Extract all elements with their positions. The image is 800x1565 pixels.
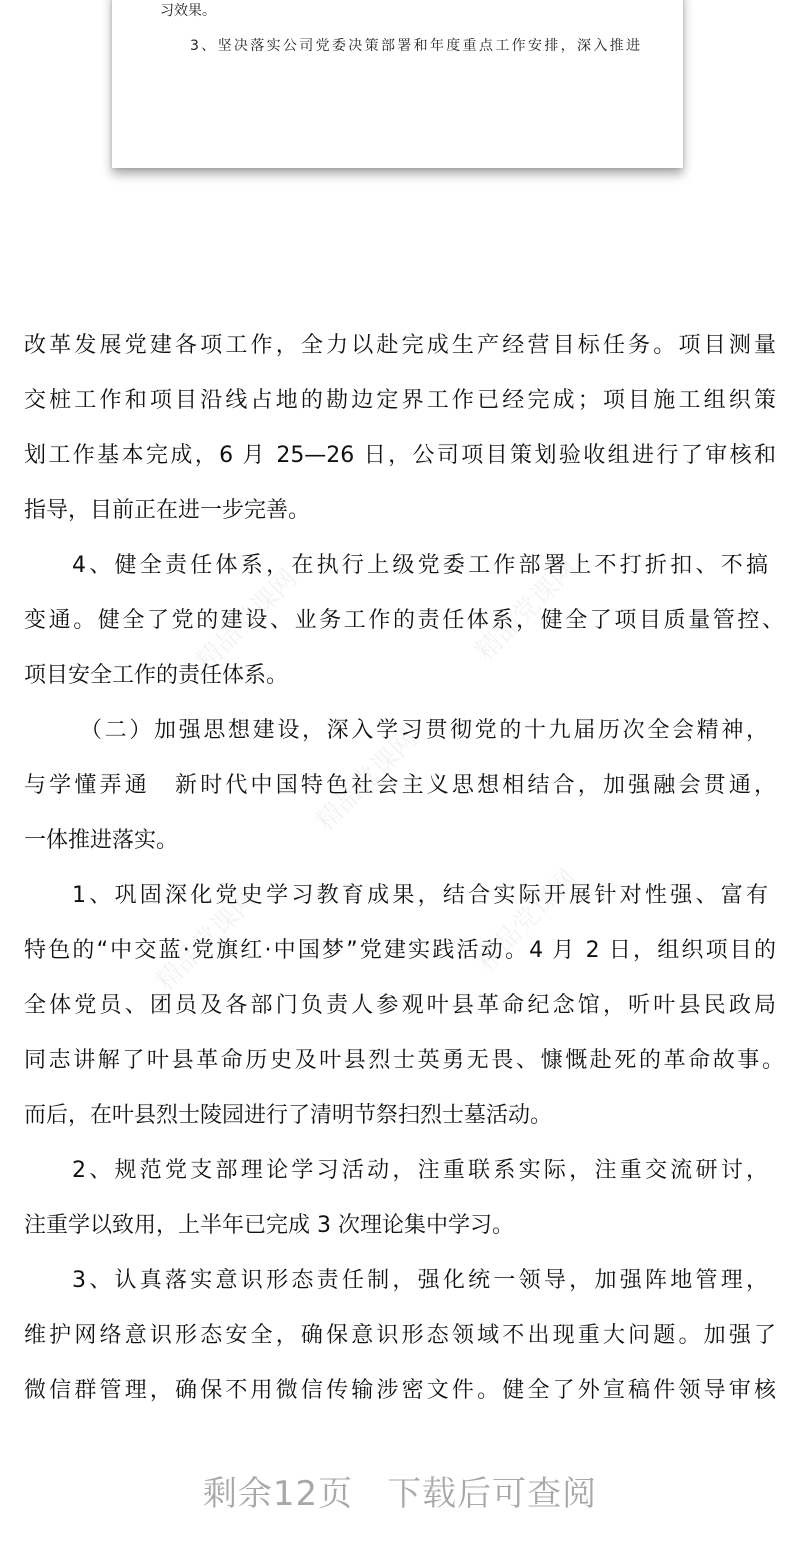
body-line: 指导，目前正在进一步完善。 [24,498,311,523]
preview-page-card [112,0,683,168]
watermark: 精品党课网 [150,883,264,997]
download-prompt[interactable] [0,1466,800,1515]
card-line: 3、坚决落实公司党委决策部署和年度重点工作安排，深入推进 [190,38,640,54]
body-line: 交桩工作和项目沿线占地的勘边定界工作已经完成；项目施工组织策 [24,388,776,413]
body-line: 维护网络意识形态安全，确保意识形态领域不出现重大问题。加强了 [24,1323,776,1348]
body-line: 3、认真落实意识形态责任制，强化统一领导，加强阵地管理， [72,1268,768,1293]
body-line: （二）加强思想建设，深入学习贯彻党的十九届历次全会精神， [80,718,768,743]
body-line: 同志讲解了叶县革命历史及叶县烈士英勇无畏、慷慨赴死的革命故事。 [24,1048,784,1073]
body-line: 与学懂弄通 新时代中国特色社会主义思想相结合，加强融会贯通， [24,773,776,798]
body-line: 变通。健全了党的建设、业务工作的责任体系，健全了项目质量管控、 [24,608,784,633]
body-line: 微信群管理，确保不用微信传输涉密文件。健全了外宣稿件领导审核 [24,1378,776,1403]
body-line: 特色的“中交蓝·党旗红·中国梦”党建实践活动。4 月 2 日，组织项目的 [24,938,776,963]
card-line: 习效果。 [160,3,216,19]
body-line: 改革发展党建各项工作，全力以赴完成生产经营目标任务。项目测量 [24,333,776,358]
body-line: 注重学以致用，上半年已完成 3 次理论集中学习。 [24,1213,514,1238]
body-line: 全体党员、团员及各部门负责人参观叶县革命纪念馆，听叶县民政局 [24,993,776,1018]
body-line: 一体推进落实。 [24,828,179,853]
download-hint-text: 下载后可查阅 [387,1474,598,1514]
body-line: 项目安全工作的责任体系。 [24,663,289,688]
watermark: 精品党课网 [310,723,424,837]
body-line: 4、健全责任体系，在执行上级党委工作部署上不打折扣、不搞 [72,553,768,578]
remaining-pages-text: 剩余12页 [202,1474,354,1514]
watermark: 精品党课网 [470,553,584,667]
body-line: 划工作基本完成，6 月 25—26 日，公司项目策划验收组进行了审核和 [24,443,776,468]
body-line: 2、规范党支部理论学习活动，注重联系实际，注重交流研讨， [72,1158,768,1183]
watermark: 精品党课网 [190,563,304,677]
body-line: 1、巩固深化党史学习教育成果，结合实际开展针对性强、富有 [72,883,768,908]
watermark: 精品党课网 [470,863,584,977]
body-line: 而后，在叶县烈士陵园进行了清明节祭扫烈士墓活动。 [24,1103,553,1128]
